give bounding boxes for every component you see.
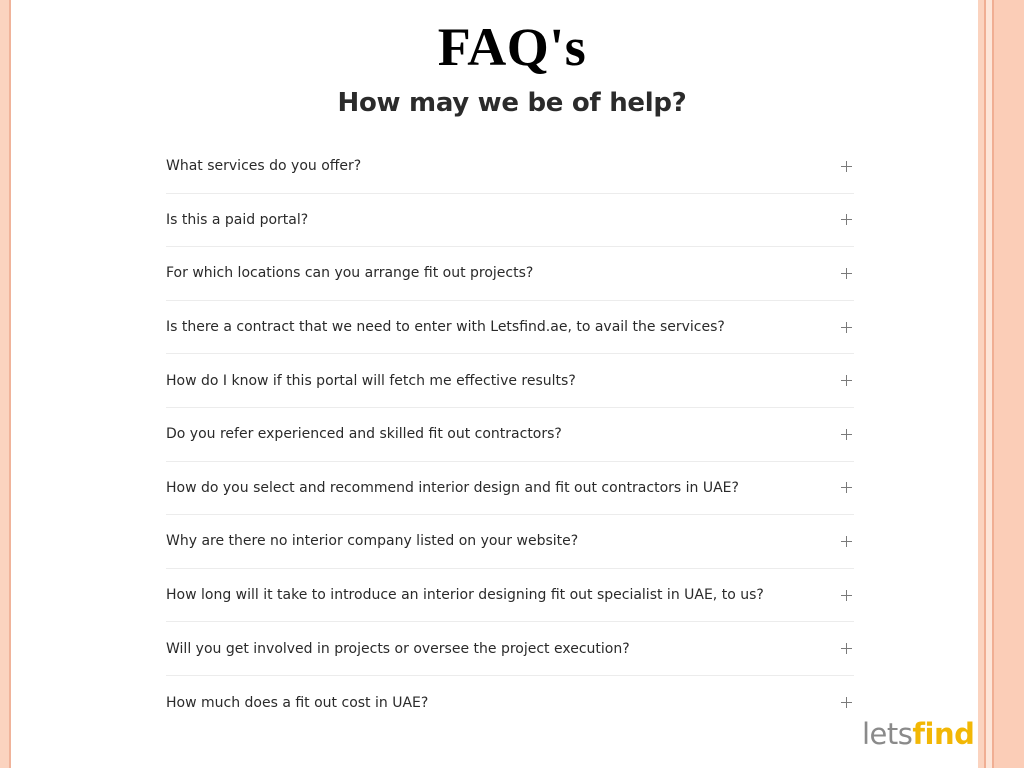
plus-icon[interactable] bbox=[841, 375, 852, 386]
faq-list bbox=[166, 140, 854, 730]
faq-question: How long will it take to introduce an interior designing fit out specialist in UAE, to us? bbox=[166, 587, 764, 604]
plus-icon[interactable] bbox=[841, 268, 852, 279]
faq-item[interactable] bbox=[166, 462, 854, 516]
plus-icon[interactable] bbox=[841, 161, 852, 172]
faq-item[interactable] bbox=[166, 515, 854, 569]
plus-icon[interactable] bbox=[841, 429, 852, 440]
logo-text-lets: lets bbox=[862, 717, 913, 751]
faq-question: Is this a paid portal? bbox=[166, 211, 309, 228]
faq-item[interactable] bbox=[166, 301, 854, 355]
faq-question: Do you refer experienced and skilled fit out contractors? bbox=[166, 426, 562, 443]
faq-item[interactable] bbox=[166, 354, 854, 408]
faq-item[interactable] bbox=[166, 247, 854, 301]
letsfind-logo bbox=[862, 714, 974, 754]
faq-question: How do I know if this portal will fetch me effective results? bbox=[166, 372, 576, 389]
logo-text-find: find bbox=[912, 717, 975, 751]
faq-question: Why are there no interior company listed on your website? bbox=[166, 533, 579, 550]
faq-question: Is there a contract that we need to enter with Letsfind.ae, to avail the services? bbox=[166, 319, 725, 336]
plus-icon[interactable] bbox=[841, 697, 852, 708]
faq-item[interactable] bbox=[166, 569, 854, 623]
plus-icon[interactable] bbox=[841, 590, 852, 601]
plus-icon[interactable] bbox=[841, 643, 852, 654]
faq-item[interactable] bbox=[166, 194, 854, 248]
page-title: FAQ's bbox=[437, 17, 587, 77]
plus-icon[interactable] bbox=[841, 536, 852, 547]
plus-icon[interactable] bbox=[841, 322, 852, 333]
faq-item[interactable] bbox=[166, 408, 854, 462]
faq-question: For which locations can you arrange fit out projects? bbox=[166, 265, 534, 282]
faq-question: How much does a fit out cost in UAE? bbox=[166, 694, 429, 711]
faq-item[interactable] bbox=[166, 676, 854, 730]
faq-question: Will you get involved in projects or oversee the project execution? bbox=[166, 640, 630, 657]
faq-item[interactable] bbox=[166, 140, 854, 194]
faq-item[interactable] bbox=[166, 622, 854, 676]
plus-icon[interactable] bbox=[841, 214, 852, 225]
faq-question: How do you select and recommend interior design and fit out contractors in UAE? bbox=[166, 479, 739, 496]
faq-question: What services do you offer? bbox=[166, 158, 362, 175]
page-subtitle: How may we be of help? bbox=[337, 88, 687, 118]
plus-icon[interactable] bbox=[841, 482, 852, 493]
